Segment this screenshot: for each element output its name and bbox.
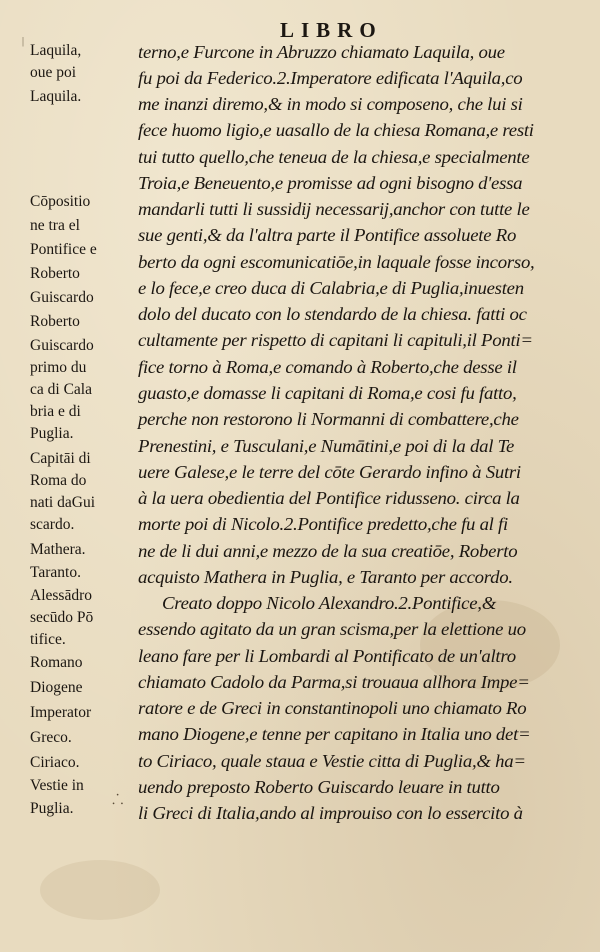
text-line: Troia,e Beneuento,e promisse ad ogni bisogno d'essa xyxy=(138,173,523,193)
text-line: ne de li dui anni,e mezzo de la sua creatiōe, Roberto xyxy=(138,541,518,561)
margin-note: tifice. xyxy=(30,631,66,648)
margin-note: oue poi xyxy=(30,64,77,81)
margin-note: Romano xyxy=(30,654,83,671)
text-line: dolo del ducato con lo stendardo de la chiesa. fatti oc xyxy=(138,304,527,324)
margin-note: Roberto xyxy=(30,313,80,330)
margin-note: Guiscardo xyxy=(30,289,94,306)
text-line: uendo preposto Roberto Guiscardo leuare in tutto xyxy=(138,777,500,797)
text-line: fece huomo ligio,e uasallo de la chiesa Romana,e resti xyxy=(138,120,534,140)
text-line: essendo agitato da un gran scisma,per la elettione uo xyxy=(138,619,526,639)
text-line: cultamente per rispetto di capitani li capituli,il Ponti= xyxy=(138,330,533,350)
text-line: uere Galese,e le terre del cōte Gerardo infino à Sutri xyxy=(138,462,521,482)
margin-note: Puglia. xyxy=(30,800,74,817)
margin-note: Laquila. xyxy=(30,88,82,105)
margin-note: Roma do xyxy=(30,472,87,489)
text-line: fice torno à Roma,e comando à Roberto,che desse il xyxy=(138,357,517,377)
text-line: morte poi di Nicolo.2.Pontifice predetto,che fu al fi xyxy=(138,514,508,534)
margin-note: Ciriaco. xyxy=(30,754,80,771)
paper-stain xyxy=(40,860,160,920)
text-line: ratore e de Greci in constantinopoli uno chiamato Ro xyxy=(138,698,527,718)
margin-note: Laquila, xyxy=(30,42,82,59)
margin-note: Taranto. xyxy=(30,564,81,581)
text-line: tui tutto quello,che teneua de la chiesa,e specialmente xyxy=(138,147,530,167)
corner-mark: | xyxy=(22,36,25,47)
margin-note: Alessādro xyxy=(30,587,92,604)
margin-note: Roberto xyxy=(30,265,80,282)
margin-note: secūdo Pō xyxy=(30,609,94,626)
margin-note: bria e di xyxy=(30,403,81,420)
margin-note: nati daGui xyxy=(30,494,95,511)
margin-note: Greco. xyxy=(30,729,72,746)
ink-smudge: ⸫ xyxy=(112,793,124,808)
text-line: to Ciriaco, quale staua e Vestie citta di Puglia,& ha= xyxy=(138,751,526,771)
text-line: sue genti,& da l'altra parte il Pontifice assoluete Ro xyxy=(138,225,517,245)
margin-note: Cōpositio xyxy=(30,193,91,210)
text-line: guasto,e domasse li capitani di Roma,e cosi fu fatto, xyxy=(138,383,517,403)
running-header: LIBRO xyxy=(280,18,383,42)
text-line: leano fare per li Lombardi al Pontificato de un'altro xyxy=(138,646,516,666)
margin-note: Guiscardo xyxy=(30,337,94,354)
text-line: Prenestini, e Tusculani,e Numātini,e poi di la dal Te xyxy=(138,436,515,456)
text-line: mano Diogene,e tenne per capitano in Italia uno det= xyxy=(138,724,531,744)
text-line: chiamato Cadolo da Parma,si trouaua allhora Impe= xyxy=(138,672,530,692)
text-line: terno,e Furcone in Abruzzo chiamato Laquila, oue xyxy=(138,42,505,62)
text-line: me inanzi diremo,& in modo si composeno, che lui si xyxy=(138,94,523,114)
text-line: Creato doppo Nicolo Alexandro.2.Pontifice,& xyxy=(162,593,497,613)
text-line: li Greci di Italia,ando al improuiso con lo essercito à xyxy=(138,803,523,823)
margin-note: Vestie in xyxy=(30,777,84,794)
text-line: mandarli tutti li sussidij necessarij,anchor con tutte le xyxy=(138,199,530,219)
margin-note: Puglia. xyxy=(30,425,74,442)
text-line: fu poi da Federico.2.Imperatore edificata l'Aquila,co xyxy=(138,68,523,88)
text-line: perche non restorono li Normanni di combattere,che xyxy=(138,409,519,429)
margin-note: ne tra el xyxy=(30,217,80,234)
margin-note: Capitāi di xyxy=(30,450,91,467)
text-line: acquisto Mathera in Puglia, e Taranto per accordo. xyxy=(138,567,513,587)
margin-note: Pontifice e xyxy=(30,241,97,258)
margin-note: ca di Cala xyxy=(30,381,92,398)
text-line: à la uera obedientia del Pontifice ridussenо. circa la xyxy=(138,488,520,508)
margin-note: Imperator xyxy=(30,704,92,721)
margin-note: scardo. xyxy=(30,516,75,533)
text-line: e lo fece,e creo duca di Calabria,e di Puglia,inuesten xyxy=(138,278,524,298)
margin-note: primo du xyxy=(30,359,87,376)
text-line: berto da ogni escomunicatiōe,in laquale fosse incorso, xyxy=(138,252,535,272)
margin-note: Mathera. xyxy=(30,541,86,558)
margin-note: Diogene xyxy=(30,679,83,696)
